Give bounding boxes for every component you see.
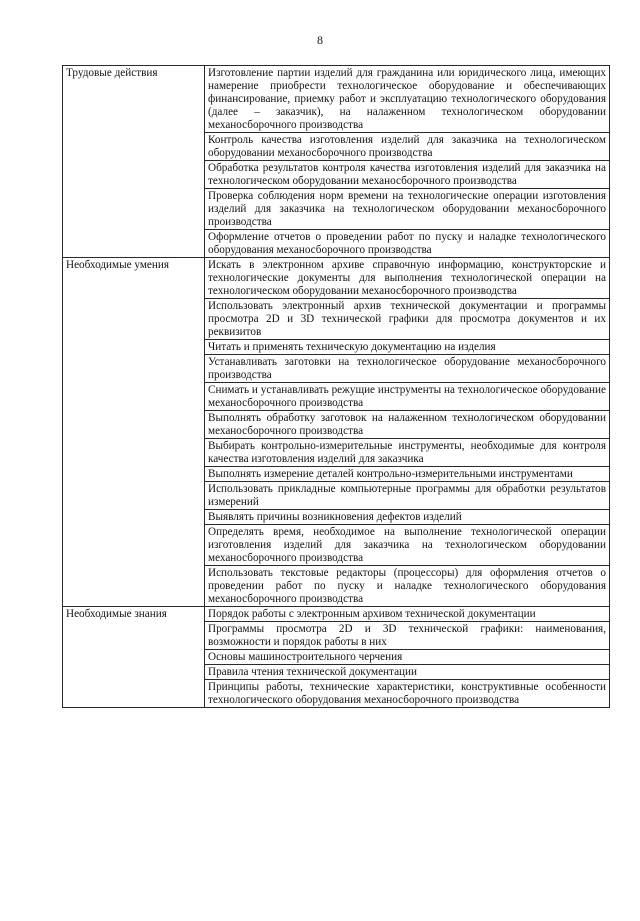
table-cell: Искать в электронном архиве справочную информацию, конструкторские и технологические документы для выполнения технологической операции на технологическом оборудовании механосборочного производства <box>205 258 610 299</box>
table-cell: Снимать и устанавливать режущие инструменты на технологическое оборудование механосборочного производства <box>205 383 610 411</box>
table-cell: Использовать текстовые редакторы (процессоры) для оформления отчетов о проведении работ по пуску и наладке технологического оборудования механосборочного производства <box>205 566 610 607</box>
table-cell: Принципы работы, технические характеристики, конструктивные особенности технологического оборудования механосборочного производства <box>205 680 610 708</box>
section-label-required-skills: Необходимые умения <box>63 258 205 607</box>
requirements-table <box>62 65 610 708</box>
table-cell: Оформление отчетов о проведении работ по пуску и наладке технологического оборудования механосборочного производства <box>205 230 610 258</box>
table-cell: Порядок работы с электронным архивом технической документации <box>205 607 610 622</box>
table-row <box>63 607 610 622</box>
table-cell: Основы машиностроительного черчения <box>205 650 610 665</box>
table-cell: Обработка результатов контроля качества изготовления изделий для заказчика на технологическом оборудовании механосборочного производства <box>205 161 610 189</box>
table-cell: Изготовление партии изделий для гражданина или юридического лица, имеющих намерение приобрести технологическое оборудование и обеспечивающих финансирование, приемку работ и эксплуатацию технологического оборудования (далее – заказчик), на налаженном технологическом оборудовании механосборочного производства <box>205 66 610 133</box>
table-cell: Использовать прикладные компьютерные программы для обработки результатов измерений <box>205 482 610 510</box>
page-number: 8 <box>317 33 323 47</box>
table-cell: Определять время, необходимое на выполнение технологической операции изготовления изделий для заказчика на технологическом оборудовании механосборочного производства <box>205 525 610 566</box>
table-cell: Правила чтения технической документации <box>205 665 610 680</box>
section-label-required-knowledge: Необходимые знания <box>63 607 205 708</box>
table-row <box>63 258 610 299</box>
table-cell: Выбирать контрольно-измерительные инструменты, необходимые для контроля качества изготовления изделий для заказчика <box>205 439 610 467</box>
table-cell: Устанавливать заготовки на технологическое оборудование механосборочного производства <box>205 355 610 383</box>
table-cell: Выполнять измерение деталей контрольно-измерительными инструментами <box>205 467 610 482</box>
table-cell: Контроль качества изготовления изделий для заказчика на технологическом оборудовании механосборочного производства <box>205 133 610 161</box>
table-cell: Программы просмотра 2D и 3D технической графики: наименования, возможности и порядок работы в них <box>205 622 610 650</box>
table-cell: Выявлять причины возникновения дефектов изделий <box>205 510 610 525</box>
table-cell: Выполнять обработку заготовок на налаженном технологическом оборудовании механосборочного производства <box>205 411 610 439</box>
section-label-labor-actions: Трудовые действия <box>63 66 205 258</box>
table-cell: Проверка соблюдения норм времени на технологические операции изготовления изделий для заказчика на технологическом оборудовании механосборочного производства <box>205 189 610 230</box>
table-cell: Использовать электронный архив технической документации и программы просмотра 2D и 3D технической графики для просмотра документов и их реквизитов <box>205 299 610 340</box>
table-cell: Читать и применять техническую документацию на изделия <box>205 340 610 355</box>
table-row <box>63 66 610 133</box>
